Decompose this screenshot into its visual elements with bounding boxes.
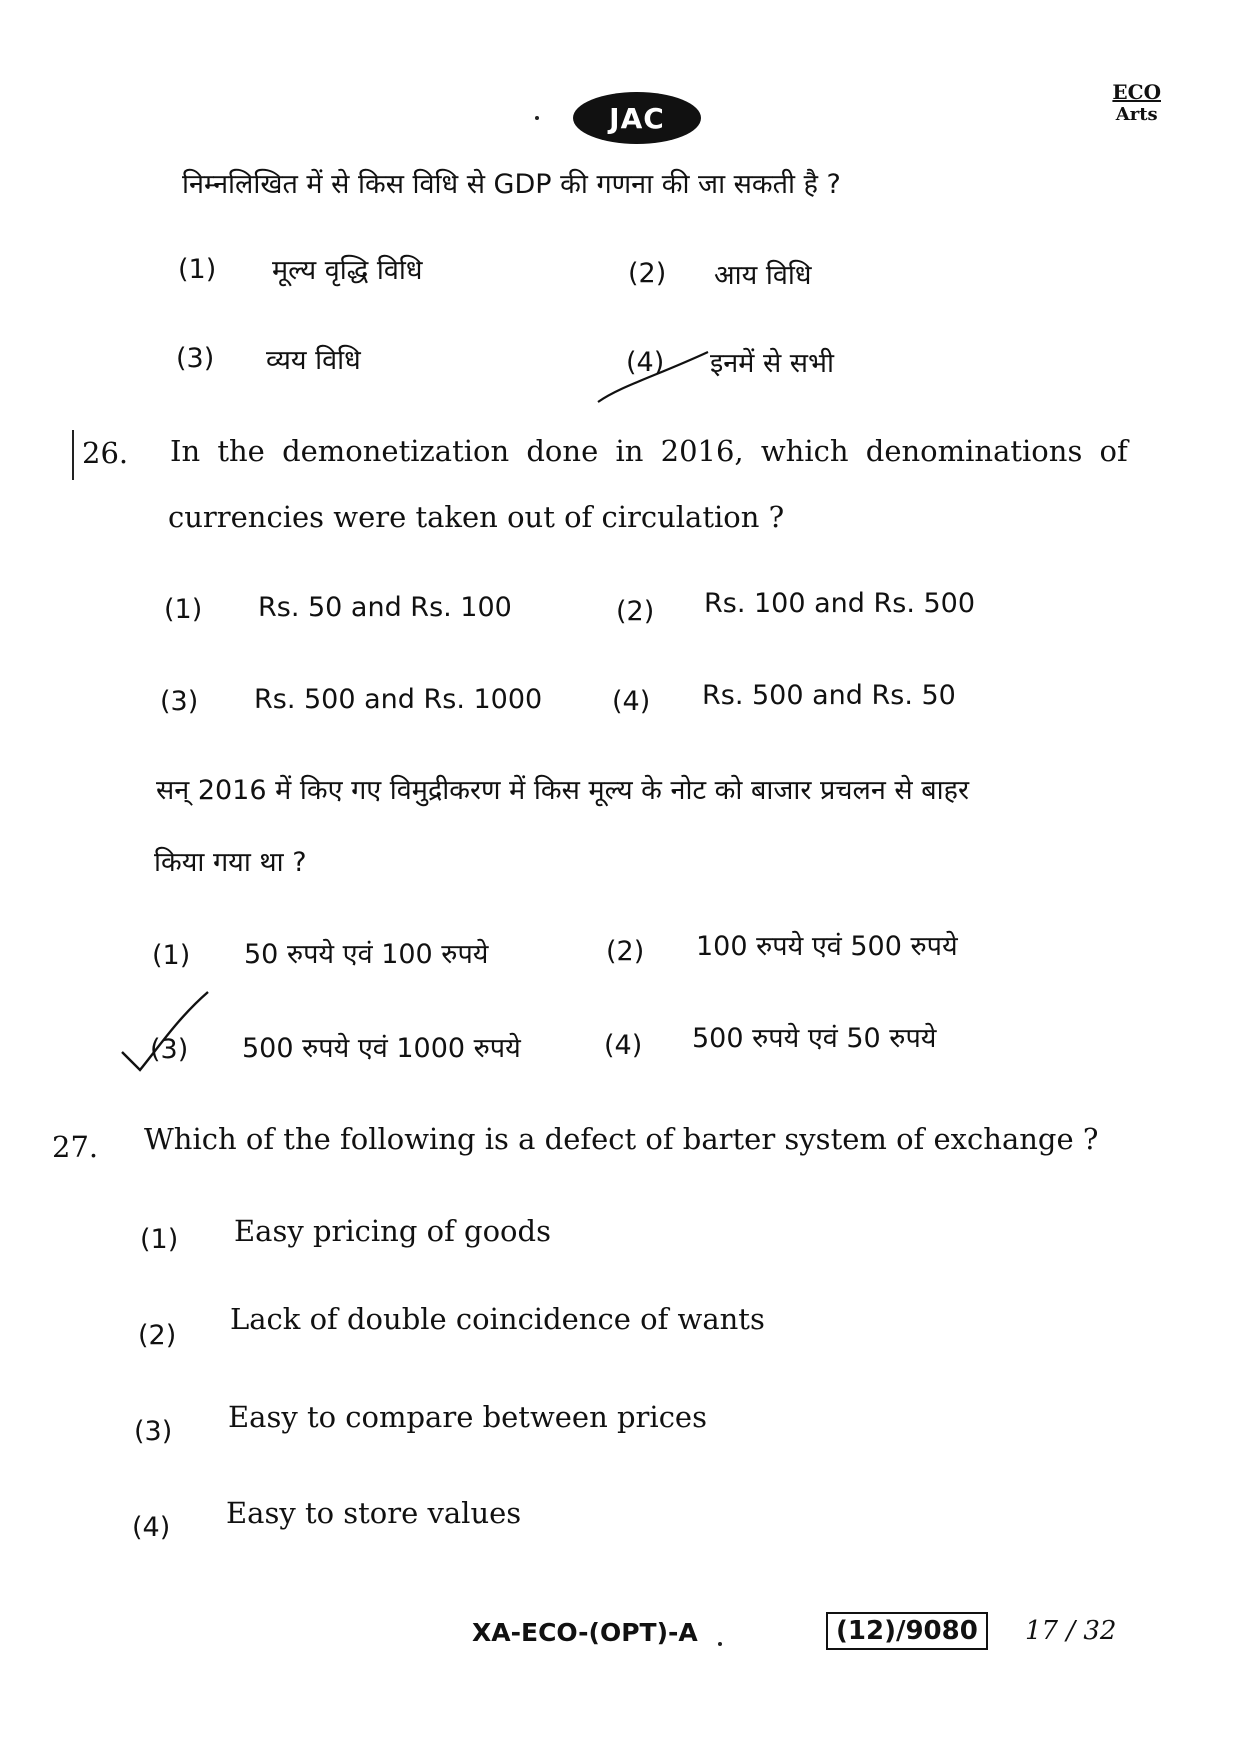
page-number: 17 / 32: [1025, 1616, 1117, 1646]
q26-number: 26.: [82, 436, 129, 470]
q26-hindi-option-2-text: 100 रुपये एवं 500 रुपये: [696, 931, 958, 962]
stray-dot: [718, 1642, 722, 1646]
q26-option-3-text: Rs. 500 and Rs. 1000: [254, 684, 543, 715]
q26-option-4-text: Rs. 500 and Rs. 50: [702, 680, 956, 711]
q25-option-2-num: (2): [628, 258, 667, 289]
q26-question-line1: In the demonetization done in 2016, which denominations of: [170, 434, 1128, 468]
margin-mark: [72, 430, 74, 480]
q26-option-1-num: (1): [164, 594, 203, 625]
q26-hindi-option-3-text: 500 रुपये एवं 1000 रुपये: [242, 1033, 521, 1064]
q27-option-3-text: Easy to compare between prices: [228, 1400, 707, 1434]
q26-option-1-text: Rs. 50 and Rs. 100: [258, 592, 512, 623]
answer-tick-mark-icon: [596, 346, 716, 406]
q27-option-4-num: (4): [132, 1512, 171, 1543]
q25-option-3-text: व्यय विधि: [266, 345, 361, 376]
subject-label: ECO: [1112, 80, 1161, 104]
jac-logo: JAC: [573, 92, 701, 144]
q26-option-3-num: (3): [160, 686, 199, 717]
stray-dot: [535, 116, 539, 120]
q26-option-2-num: (2): [616, 596, 655, 627]
q25-option-3-num: (3): [176, 343, 215, 374]
q25-option-2-text: आय विधि: [714, 260, 812, 291]
q26-hindi-option-1-text: 50 रुपये एवं 100 रुपये: [244, 939, 489, 970]
q26-option-4-num: (4): [612, 686, 651, 717]
q26-hindi-option-2-num: (2): [606, 936, 645, 967]
q27-option-3-num: (3): [134, 1416, 173, 1447]
stream-label: Arts: [1115, 104, 1158, 125]
q26-hindi-question-line2: किया गया था ?: [154, 847, 307, 878]
q25-option-1-num: (1): [178, 254, 217, 285]
q26-hindi-question-line1: सन् 2016 में किए गए विमुद्रीकरण में किस मूल्य के नोट को बाजार प्रचलन से बाहर: [156, 775, 970, 806]
subject-tag: [1112, 80, 1161, 126]
q27-option-2-num: (2): [138, 1320, 177, 1351]
q26-hindi-option-4-num: (4): [604, 1030, 643, 1061]
answer-check-mark-icon: [118, 988, 218, 1078]
q27-question: Which of the following is a defect of barter system of exchange ?: [144, 1122, 1099, 1156]
q27-option-1-num: (1): [140, 1224, 179, 1255]
q25-option-1-text: मूल्य वृद्धि विधि: [272, 255, 423, 286]
q25-option-4-text: इनमें से सभी: [710, 348, 835, 379]
paper-code: XA-ECO-(OPT)-A: [472, 1618, 698, 1647]
q27-option-4-text: Easy to store values: [226, 1496, 522, 1530]
q26-hindi-option-3-num: (3): [150, 1034, 189, 1065]
q26-hindi-option-1-num: (1): [152, 940, 191, 971]
q27-option-2-text: Lack of double coincidence of wants: [230, 1302, 765, 1336]
q26-question-line2: currencies were taken out of circulation ?: [168, 500, 785, 534]
q26-option-2-text: Rs. 100 and Rs. 500: [704, 588, 976, 619]
q26-hindi-option-4-text: 500 रुपये एवं 50 रुपये: [692, 1023, 937, 1054]
set-code-box: (12)/9080: [826, 1612, 988, 1650]
q27-number: 27.: [52, 1130, 99, 1164]
q25-hindi-question: निम्नलिखित में से किस विधि से GDP की गणना की जा सकती है ?: [182, 169, 841, 200]
q27-option-1-text: Easy pricing of goods: [234, 1214, 551, 1248]
q25-option-4-num: (4): [626, 347, 665, 378]
